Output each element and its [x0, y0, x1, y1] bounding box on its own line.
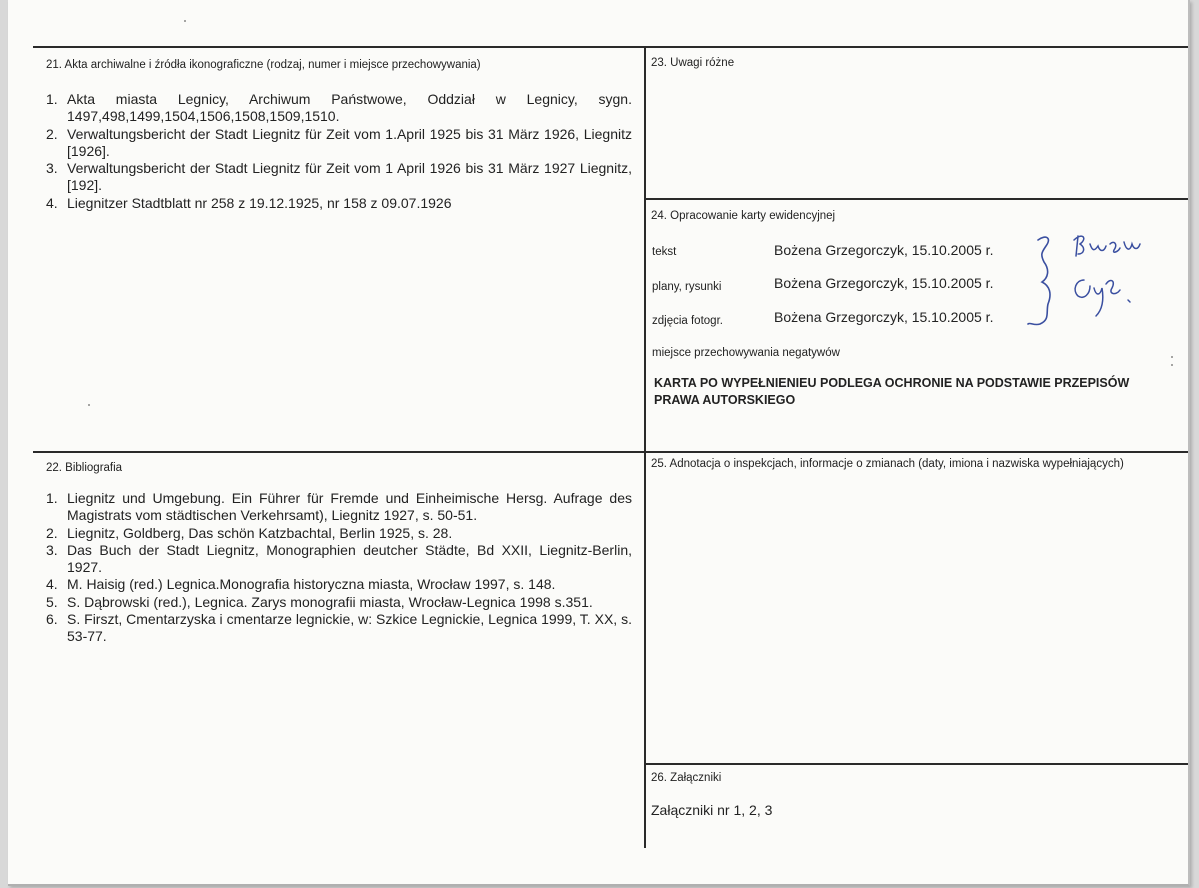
- item-number: 6.: [46, 611, 58, 628]
- item-text: Das Buch der Stadt Liegnitz, Monographien deutcher Städte, Bd XXII, Liegnitz-Berlin, 1927.: [67, 541, 632, 576]
- list-item: [38, 160, 632, 195]
- section-21-heading: 21. Akta archiwalne i źródła ikonograficzne (rodzaj, numer i miejsce przechowywania): [46, 59, 481, 71]
- brace-mark: [1028, 237, 1050, 324]
- handwritten-signatures: [1020, 222, 1160, 332]
- list-item: [38, 542, 632, 577]
- center-divider: [644, 46, 646, 848]
- list-item: [38, 490, 632, 525]
- copyright-notice: KARTA PO WYPEŁNIENIEU PODLEGA OCHRONIE NA PODSTAWIE PRZEPISÓW PRAWA AUTORSKIEGO: [654, 376, 1130, 407]
- top-rule: [33, 46, 1188, 48]
- row-label-zdjecia: zdjęcia fotogr.: [652, 315, 723, 327]
- section-23-heading: 23. Uwagi różne: [651, 57, 735, 69]
- item-number: 1.: [46, 490, 58, 506]
- scan-speck: [1171, 356, 1173, 358]
- row-label-tekst: tekst: [652, 246, 677, 258]
- item-number: 1.: [46, 91, 58, 107]
- row-value-zdjecia: Bożena Grzegorczyk, 15.10.2005 r.: [774, 309, 994, 325]
- scan-speck: [184, 20, 186, 22]
- item-text: S. Firszt, Cmentarzyska i cmentarze legnickie, w: Szkice Legnickie, Legnica 1999, T. XX, s. 53-77.: [67, 611, 632, 645]
- section-22-list: [38, 490, 632, 646]
- item-number: 3.: [46, 160, 58, 177]
- item-number: 2.: [46, 125, 58, 142]
- attachments-content: Załączniki nr 1, 2, 3: [651, 802, 773, 818]
- signature-2: [1075, 280, 1130, 316]
- item-number: 3.: [46, 541, 58, 558]
- item-text: Akta miasta Legnicy, Archiwum Państwowe, Oddział w Legnicy, sygn. 1497,498,1499,1504,1506,1508,1509,1510.: [67, 91, 632, 125]
- list-item: [38, 195, 632, 212]
- item-number: 4.: [46, 194, 58, 211]
- rule-23-24: [644, 198, 1188, 200]
- section-21-list: [38, 91, 632, 212]
- rule-25-26: [644, 763, 1188, 765]
- record-card: [8, 0, 1190, 886]
- list-item: [38, 126, 632, 161]
- item-text: Verwaltungsbericht der Stadt Liegnitz für Zeit vom 1 April 1926 bis 31 März 1927 Liegnitz, [192].: [67, 160, 632, 194]
- list-item: [38, 576, 632, 593]
- rule-middle: [33, 451, 1188, 453]
- item-text: Verwaltungsbericht der Stadt Liegnitz für Zeit vom 1.April 1925 bis 31 März 1926, Liegnitz [1926].: [67, 125, 632, 159]
- item-text: Liegnitzer Stadtblatt nr 258 z 19.12.1925, nr 158 z 09.07.1926: [67, 194, 452, 211]
- list-item: [38, 91, 632, 126]
- item-text: M. Haisig (red.) Legnica.Monografia historyczna miasta, Wrocław 1997, s. 148.: [67, 576, 556, 593]
- section-26-heading: 26. Załączniki: [651, 772, 722, 784]
- negatives-label: miejsce przechowywania negatywów: [652, 347, 840, 359]
- item-text: S. Dąbrowski (red.), Legnica. Zarys monografii miasta, Wrocław-Legnica 1998 s.351.: [67, 593, 593, 610]
- section-22-heading: 22. Bibliografia: [46, 462, 123, 474]
- item-number: 4.: [46, 576, 58, 593]
- row-label-plany: plany, rysunki: [652, 281, 722, 293]
- item-number: 5.: [46, 593, 58, 610]
- row-value-plany: Bożena Grzegorczyk, 15.10.2005 r.: [774, 275, 994, 291]
- scan-speck: [88, 404, 90, 406]
- item-text: Liegnitz und Umgebung. Ein Führer für Fremde und Einheimische Hersg. Aufrage des Magistrats vom städtischen Verkehrsamt), Liegnitz 1927, s. 50-51.: [67, 490, 632, 524]
- section-25-heading: 25. Adnotacja o inspekcjach, informacje o zmianach (daty, imiona i nazwiska wypełniających): [651, 458, 1124, 470]
- signature-1: [1074, 236, 1140, 256]
- list-item: [38, 594, 632, 611]
- scan-speck: [1171, 364, 1173, 366]
- section-24-heading: 24. Opracowanie karty ewidencyjnej: [651, 210, 836, 222]
- item-text: Liegnitz, Goldberg, Das schön Katzbachtal, Berlin 1925, s. 28.: [67, 524, 453, 541]
- list-item: [38, 611, 632, 646]
- row-value-tekst: Bożena Grzegorczyk, 15.10.2005 r.: [774, 242, 994, 258]
- item-number: 2.: [46, 524, 58, 541]
- list-item: [38, 525, 632, 542]
